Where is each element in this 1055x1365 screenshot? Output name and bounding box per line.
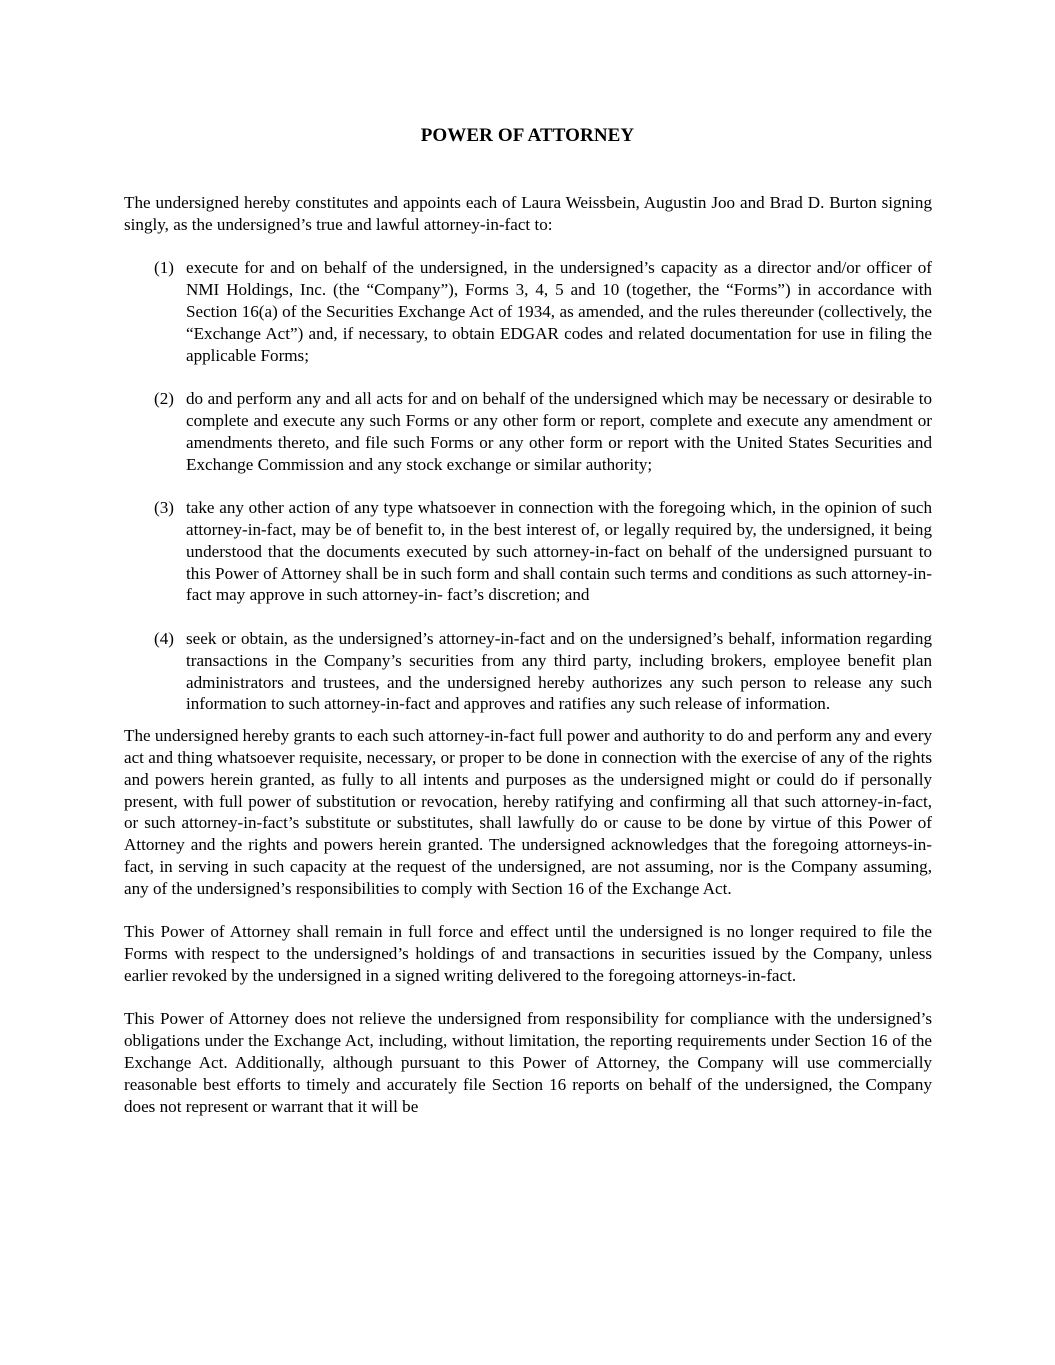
list-item-number: (3): [154, 498, 174, 518]
list-item-text: seek or obtain, as the undersigned’s attorney-in-fact and on the undersigned’s behalf, information regarding transactions in the Company’s securities from any third party, including brokers, employee benefit plan administrators and trustees, and the undersigned hereby authorizes any such person to release any such information to such attorney-in-fact and approves and ratifies any such release of information.: [186, 628, 932, 714]
powers-list: [124, 257, 932, 715]
responsibility-paragraph: This Power of Attorney does not relieve the undersigned from responsibility for compliance with the undersigned’s obligations under the Exchange Act, including, without limitation, the reporting requirements under Section 16 of the Exchange Act. Additionally, although pursuant to this Power of Attorney, the Company will use commercially reasonable best efforts to timely and accurately file Section 16 reports on behalf of the undersigned, the Company does not represent or warrant that it will be: [124, 1009, 932, 1116]
document-title: POWER OF ATTORNEY: [420, 125, 635, 146]
list-item: [124, 388, 932, 475]
duration-paragraph: This Power of Attorney shall remain in full force and effect until the undersigned is no longer required to file the Forms with respect to the undersigned’s holdings of and transactions in securities issued by the Company, unless earlier revoked by the undersigned in a signed writing delivered to the foregoing attorneys-in-fact.: [124, 922, 932, 985]
grant-paragraph: The undersigned hereby grants to each such attorney-in-fact full power and authority to do and perform any and every act and thing whatsoever requisite, necessary, or proper to be done in connection with the exercise of any of the rights and powers herein granted, as fully to all intents and purposes as the undersigned might or could do if personally present, with full power of substitution or revocation, hereby ratifying and confirming all that such attorney-in-fact, or such attorney-in-fact’s substitute or substitutes, shall lawfully do or cause to be done by virtue of this Power of Attorney and the rights and powers herein granted. The undersigned acknowledges that the foregoing attorneys-in-fact, in serving in such capacity at the request of the undersigned, are not assuming, nor is the Company assuming, any of the undersigned’s responsibilities to comply with Section 16 of the Exchange Act.: [124, 726, 932, 898]
list-item-text: do and perform any and all acts for and on behalf of the undersigned which may be necessary or desirable to complete and execute any such Forms or any other form or report, complete and execute any amendment or amendments thereto, and file such Forms or any other form or report with the United States Securities and Exchange Commission and any stock exchange or similar authority;: [186, 389, 932, 474]
list-item: [124, 497, 932, 606]
list-item-number: (2): [154, 389, 174, 409]
list-item-text: execute for and on behalf of the undersigned, in the undersigned’s capacity as a director and/or officer of NMI Holdings, Inc. (the “Company”), Forms 3, 4, 5 and 10 (together, the “Forms”) in accordance with Section 16(a) of the Securities Exchange Act of 1934, as amended, and the rules thereunder (collectively, the “Exchange Act”) and, if necessary, to obtain EDGAR codes and related documentation for use in filing the applicable Forms;: [186, 258, 932, 365]
list-item-number: (4): [154, 628, 174, 648]
document-body: [124, 192, 932, 1139]
list-item-text: take any other action of any type whatsoever in connection with the foregoing which, in the opinion of such attorney-in-fact, may be of benefit to, in the best interest of, or legally required by, the undersigned, it being understood that the documents executed by such attorney-in-fact on behalf of the undersigned pursuant to this Power of Attorney shall be in such form and shall contain such terms and conditions as such attorney-in-fact may approve in such attorney-in- fact’s discretion; and: [186, 498, 932, 605]
list-item: [124, 257, 932, 366]
list-item-number: (1): [154, 258, 174, 278]
list-item: [124, 628, 932, 715]
intro-paragraph: The undersigned hereby constitutes and appoints each of Laura Weissbein, Augustin Joo and Brad D. Burton signing singly, as the undersigned’s true and lawful attorney-in-fact to:: [124, 193, 932, 234]
